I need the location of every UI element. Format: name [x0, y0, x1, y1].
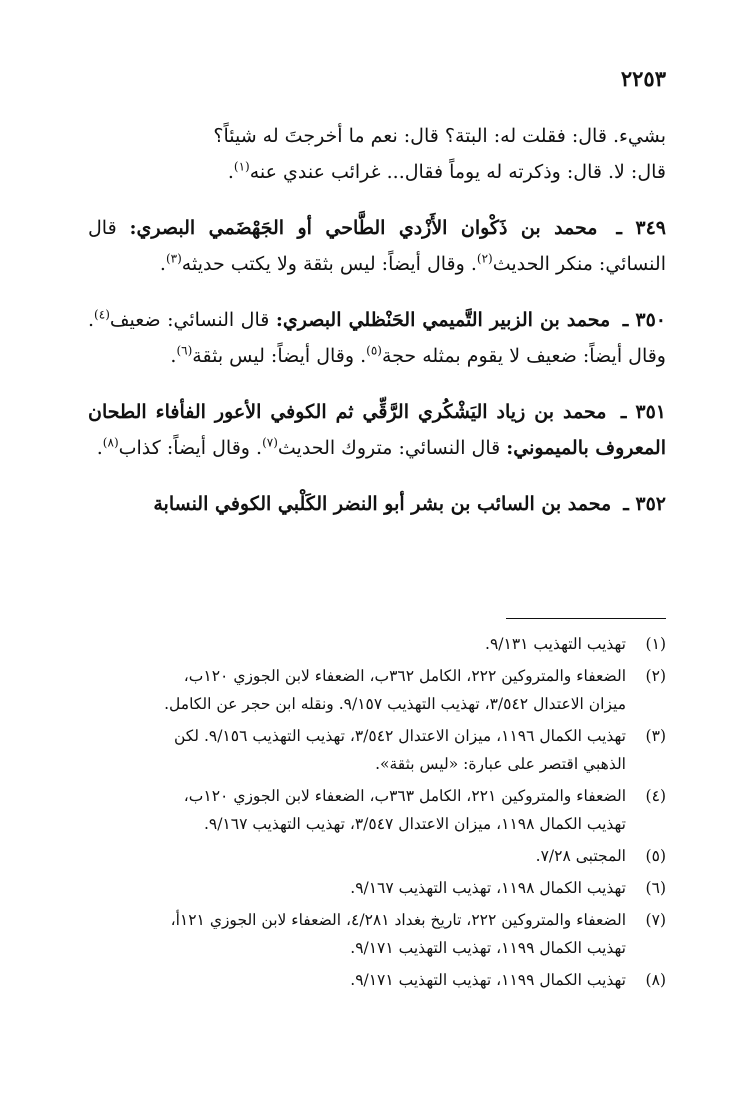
entry-351: [88, 394, 666, 466]
entry-number: ٣٥٢ ـ: [623, 493, 666, 515]
footnote-line: المجتبى ٧/٢٨.: [535, 847, 626, 865]
entry-349: [88, 210, 666, 282]
footnote-ref[interactable]: (٦): [176, 343, 193, 358]
entry-text: قال النسائي: متروك الحديث: [277, 437, 507, 459]
footnote-line: تهذيب الكمال ١١٩٦، ميزان الاعتدال ٣/٥٤٢، تهذيب التهذيب ٩/١٥٦. لكن: [173, 727, 626, 745]
entry-text: .: [170, 345, 177, 367]
footnote-line: تهذيب التهذيب ٩/١٣١.: [485, 635, 626, 653]
footnote-line: ميزان الاعتدال ٣/٥٤٢، تهذيب التهذيب ٩/١٥٧. ونقله ابن حجر عن الكامل.: [164, 695, 626, 713]
footnote-ref[interactable]: (٣): [165, 251, 182, 266]
entry-name: محمد بن ذَكْوان الأَزْدي الطَّاحي أو الجَهْضَمي البصري:: [129, 217, 598, 239]
entry-text: . وقال أيضاً: ضعيف لا يقوم بمثله حجة: [88, 309, 666, 367]
footnote-6: [76, 874, 666, 902]
footnote-divider: [506, 618, 666, 619]
footnote-text: [76, 906, 626, 962]
entry-text: . وقال أيضاً: ليس بثقة: [192, 345, 367, 367]
footnote-ref[interactable]: (١): [233, 159, 250, 174]
entry-name: محمد بن زياد اليَشْكُري الرَّقِّي ثم الكوفي الأعور الفأفاء الطحان المعروف بالميموني:: [88, 401, 666, 459]
footnote-8: [76, 966, 666, 994]
footnote-line: تهذيب الكمال ١١٩٨، ميزان الاعتدال ٣/٥٤٧، تهذيب التهذيب ٩/١٦٧.: [203, 815, 626, 833]
footnote-text: [76, 630, 626, 658]
footnote-number: (٨): [645, 971, 666, 989]
footnote-5: [76, 842, 666, 870]
footnote-text: [76, 782, 626, 838]
intro-line: قال: لا. قال: وذكرته له يوماً فقال... غرائب عندي عنه$^{(١)}$.: [227, 159, 666, 183]
footnote-number: (٤): [645, 787, 666, 805]
footnote-ref[interactable]: (٢): [476, 251, 493, 266]
entry-name: محمد بن السائب بن بشر أبو النضر الكَلْبي الكوفي النسابة: [153, 493, 612, 515]
footnote-number: (٣): [645, 727, 666, 745]
entry-text: قال النسائي: منكر الحديث: [88, 217, 666, 275]
footnote-text: [76, 662, 626, 718]
entry-number: ٣٥٠ ـ: [622, 309, 667, 331]
entry-text: . وقال أيضاً: ليس بثقة ولا يكتب حديثه: [181, 253, 477, 275]
footnotes: [76, 630, 666, 998]
entry-text: .: [159, 253, 166, 275]
entry-350: [88, 302, 666, 374]
footnote-1: [76, 630, 666, 658]
entry-name: محمد بن الزبير التَّميمي الحَنْظلي البصري:: [275, 309, 611, 331]
footnote-line: الضعفاء والمتروكين ٢٢٢، الكامل ٣٦٢ب، الضعفاء لابن الجوزي ١٢٠ب،: [183, 667, 626, 685]
footnote-4: [76, 782, 666, 838]
footnote-line: تهذيب الكمال ١١٩٨، تهذيب التهذيب ٩/١٦٧.: [350, 879, 626, 897]
footnote-3: [76, 722, 666, 778]
footnote-7: [76, 906, 666, 962]
entry-number: ٣٥١ ـ: [620, 401, 667, 423]
footnote-line: تهذيب الكمال ١١٩٩، تهذيب التهذيب ٩/١٧١.: [350, 971, 626, 989]
entry-text: . وقال أيضاً: كذاب: [118, 437, 263, 459]
footnote-number: (٦): [645, 879, 666, 897]
footnote-line: الضعفاء والمتروكين ٢٢١، الكامل ٣٦٣ب، الضعفاء لابن الجوزي ١٢٠ب،: [183, 787, 626, 805]
entry-text: .: [96, 437, 103, 459]
footnote-ref[interactable]: (٤): [94, 307, 110, 322]
main-text: [88, 118, 666, 542]
footnote-number: (٢): [645, 667, 666, 685]
entry-text: قال النسائي: ضعيف: [109, 309, 276, 331]
entry-352: [88, 486, 666, 522]
footnote-ref[interactable]: (٥): [366, 343, 382, 358]
footnote-line: تهذيب الكمال ١١٩٩، تهذيب التهذيب ٩/١٧١.: [350, 939, 626, 957]
footnote-number: (١): [645, 635, 666, 653]
footnote-line: الضعفاء والمتروكين ٢٢٢، تاريخ بغداد ٤/٢٨١، الضعفاء لابن الجوزي ١٢١أ،: [170, 911, 626, 929]
intro-paragraph: [88, 118, 666, 190]
intro-line-text: قال: لا. قال: وذكرته له يوماً فقال... غرائب عندي عنه: [249, 161, 666, 183]
footnote-text: [76, 842, 626, 870]
entry-number: ٣٤٩ ـ: [616, 217, 666, 239]
footnote-number: (٥): [645, 847, 666, 865]
footnote-ref[interactable]: (٨): [102, 435, 119, 450]
footnote-text: [76, 874, 626, 902]
footnote-number: (٧): [645, 911, 666, 929]
intro-line: بشيء. قال: فقلت له: البتة؟ قال: نعم ما أخرجتَ له شيئاً؟: [213, 125, 666, 147]
footnote-text: [76, 722, 626, 778]
page-number: ٢٢٥٣: [620, 66, 666, 91]
footnote-2: [76, 662, 666, 718]
footnote-text: [76, 966, 626, 994]
footnote-line: الذهبي اقتصر على عبارة: «ليس بثقة».: [375, 755, 626, 773]
footnote-ref[interactable]: (٧): [262, 435, 278, 450]
